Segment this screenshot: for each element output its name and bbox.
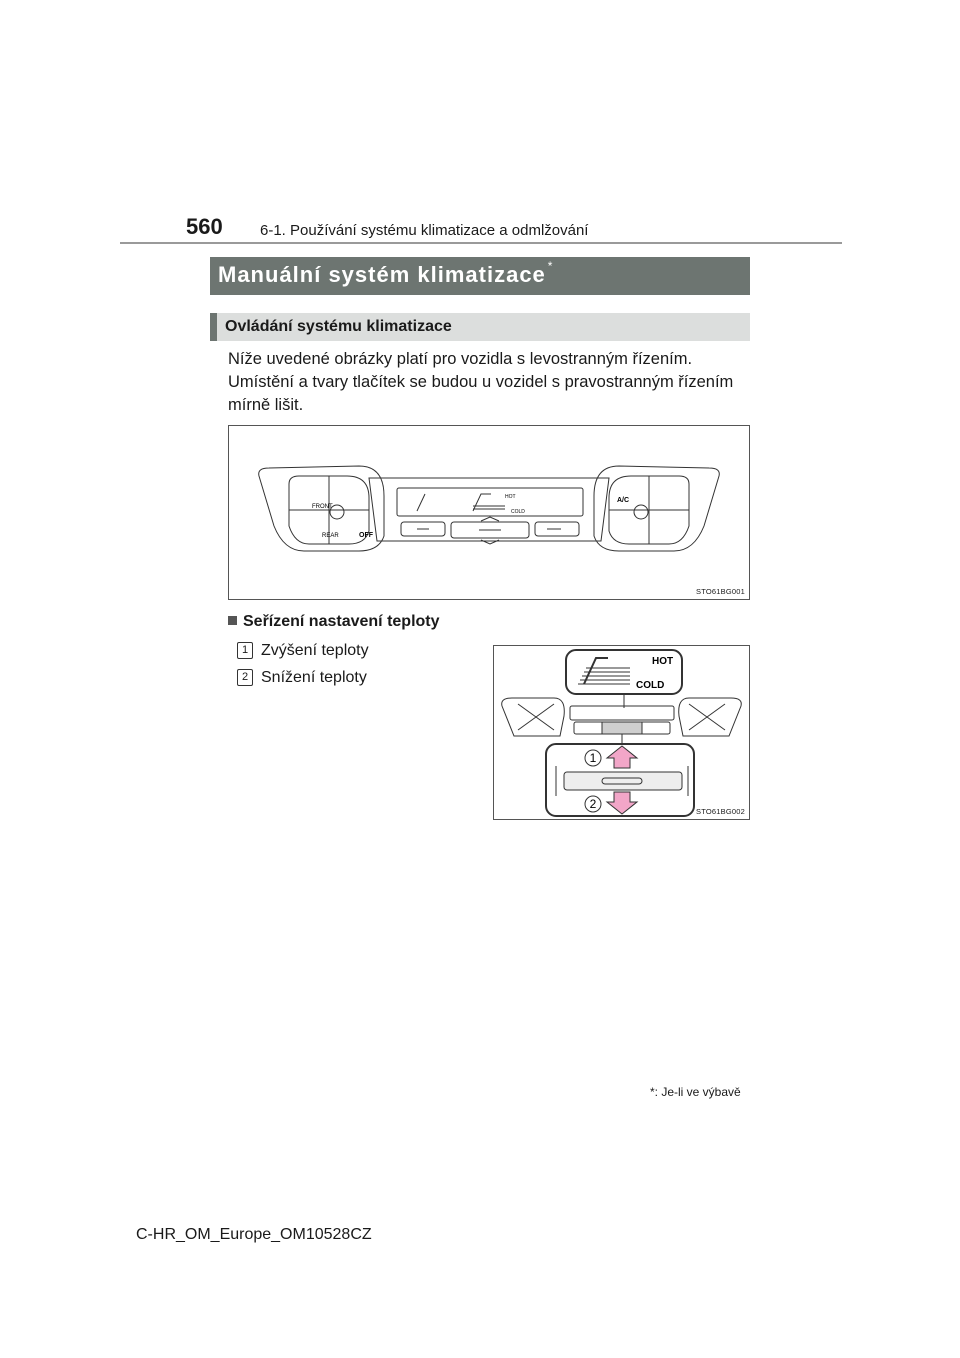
intro-paragraph: Níže uvedené obrázky platí pro vozidla s levostranným řízením. Umístění a tvary tlačítek se budou u vozidel s pravostranným řízením mírně lišit.: [228, 350, 734, 414]
step-number-badge: 1: [237, 642, 253, 659]
step-item: [237, 642, 369, 660]
rear-defog-label: REAR: [322, 533, 339, 539]
page-number: 560: [186, 214, 223, 239]
cold-label-small: COLD: [511, 509, 525, 515]
temperature-illustration: [494, 646, 749, 819]
temp-rocker-small: [602, 722, 642, 734]
asterisk-icon: *: [650, 1085, 655, 1099]
main-heading-text: Manuální systém klimatizace: [218, 262, 546, 287]
main-heading: [210, 257, 750, 295]
control-panel-illustration: [229, 426, 749, 599]
hot-label-small: HOT: [505, 494, 516, 500]
display-window: [397, 488, 583, 516]
step-text: Zvýšení teploty: [261, 642, 369, 659]
subsection-title-text: Seřízení nastavení teploty: [243, 613, 440, 630]
step-item: [237, 669, 367, 687]
cold-label: COLD: [636, 680, 665, 691]
sub-heading: Ovládání systému klimatizace: [210, 313, 750, 341]
ac-label: A/C: [617, 497, 630, 504]
footnote: [650, 1085, 741, 1099]
right-knob: [634, 505, 648, 519]
step-text: Snížení teploty: [261, 669, 367, 686]
optional-equipment-marker: *: [547, 258, 554, 273]
subsection-title: [228, 613, 440, 631]
document-footer: C-HR_OM_Europe_OM10528CZ: [136, 1226, 372, 1243]
figure-code: STO61BG002: [696, 807, 745, 816]
step-number-badge: 2: [237, 669, 253, 686]
figure-temperature-adjustment: [493, 645, 750, 820]
callout-1-label: 1: [589, 751, 597, 765]
footnote-text: : Je-li ve výbavě: [654, 1085, 741, 1099]
figure-code: STO61BG001: [696, 587, 745, 596]
callout-2-label: 2: [589, 797, 597, 811]
square-bullet-icon: [228, 616, 237, 625]
off-label: OFF: [359, 532, 373, 539]
front-defog-label: FRONT: [312, 504, 333, 510]
figure-control-panel: [228, 425, 750, 600]
hot-label: HOT: [652, 656, 674, 667]
section-title: 6-1. Používání systému klimatizace a odmlžování: [260, 222, 589, 239]
header-divider: [120, 242, 842, 244]
